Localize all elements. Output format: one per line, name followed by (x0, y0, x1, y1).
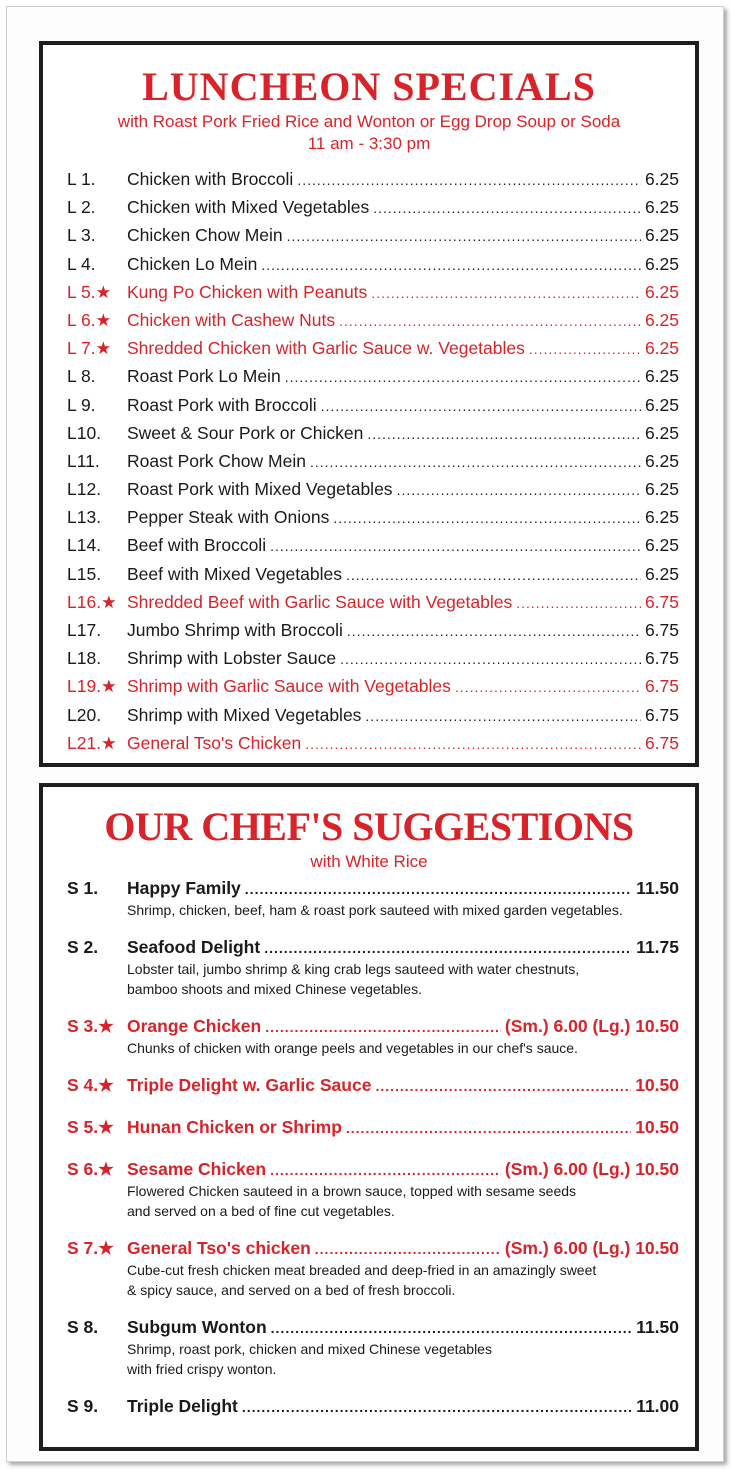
dot-leader (271, 1317, 633, 1339)
item-code: S 5.★ (67, 1117, 114, 1137)
menu-item-row (67, 193, 679, 221)
menu-item-row (67, 334, 679, 362)
item-name: Subgum Wonton (127, 1317, 267, 1337)
item-price: 6.25 (644, 225, 679, 246)
item-code: L 7.★ (67, 338, 112, 359)
item-price: 11.50 (636, 1317, 679, 1337)
menu-item-row (67, 250, 679, 278)
dot-leader (270, 532, 641, 560)
menu-item-row (67, 306, 679, 334)
menu-item-row (67, 165, 679, 193)
item-price: 6.25 (644, 535, 679, 556)
item-description: Cube-cut fresh chicken meat breaded and deep-fried in an amazingly sweet (127, 1262, 597, 1278)
item-name: Chicken with Cashew Nuts (127, 309, 336, 330)
dot-leader (340, 645, 641, 673)
item-code: L16.★ (67, 591, 117, 612)
dot-leader (310, 448, 641, 476)
dot-leader (270, 1159, 501, 1181)
item-price: (Sm.) 6.00 (Lg.) 10.50 (504, 1016, 679, 1036)
dot-leader (529, 335, 641, 363)
item-price: (Sm.) 6.00 (Lg.) 10.50 (504, 1159, 679, 1179)
suggestion-header (67, 1074, 679, 1097)
dot-leader (347, 617, 641, 645)
item-code: S 3.★ (67, 1016, 114, 1036)
item-code: S 4.★ (67, 1075, 114, 1095)
item-code: L 3. (67, 225, 96, 246)
item-name: Shrimp with Lobster Sauce (127, 648, 337, 669)
item-name: Chicken with Broccoli (127, 169, 294, 189)
menu-item-row (67, 531, 679, 559)
menu-item-row (67, 588, 679, 616)
item-name: Roast Pork Lo Mein (127, 366, 281, 387)
luncheon-title: LUNCHEON SPECIALS (142, 64, 596, 109)
item-price: 6.25 (644, 479, 679, 500)
menu-item-row (67, 644, 679, 672)
item-code: L18. (67, 648, 102, 669)
item-price: 6.25 (644, 197, 679, 218)
item-price: 6.25 (644, 366, 679, 387)
item-price: 6.25 (644, 422, 679, 443)
item-code: L 1. (67, 169, 96, 189)
dot-leader (315, 1238, 501, 1260)
menu-item-row (67, 221, 679, 249)
suggestion-item (67, 936, 679, 999)
item-name: Chicken Chow Mein (127, 225, 283, 246)
item-name: Sesame Chicken (127, 1159, 267, 1179)
chef-suggestions-panel (39, 783, 699, 1451)
item-code: L14. (67, 535, 102, 556)
chef-subtitle: with White Rice (310, 852, 428, 871)
suggestion-item (67, 1116, 679, 1142)
item-code: S 8. (67, 1317, 99, 1337)
dot-leader (455, 673, 641, 701)
item-price: 6.25 (644, 338, 679, 359)
item-code: L 8. (67, 366, 96, 387)
item-price: 6.75 (644, 704, 679, 725)
item-code: S 2. (67, 937, 99, 957)
menu-item-row (67, 729, 679, 757)
dot-leader (261, 251, 641, 279)
item-description: Shrimp, roast pork, chicken and mixed Chinese vegetables (127, 1341, 492, 1357)
dot-leader (264, 937, 632, 959)
item-price: 6.25 (644, 507, 679, 528)
menu-item-row (67, 447, 679, 475)
menu-item-row (67, 560, 679, 588)
dot-leader (333, 504, 641, 532)
dot-leader (365, 702, 641, 730)
chef-list (67, 877, 679, 1421)
item-price: 6.25 (644, 309, 679, 330)
item-price: 6.25 (644, 253, 679, 274)
suggestion-item (67, 1015, 679, 1058)
item-description: Shrimp, chicken, beef, ham & roast pork sauteed with mixed garden vegetables. (127, 902, 623, 918)
suggestion-item (67, 1237, 679, 1300)
item-code: S 9. (67, 1396, 99, 1416)
item-name: Sweet & Sour Pork or Chicken (127, 422, 364, 443)
suggestion-item (67, 1316, 679, 1379)
item-code: L13. (67, 507, 102, 528)
item-code: L 2. (67, 197, 96, 218)
item-name: Orange Chicken (127, 1016, 262, 1036)
item-name: General Tso's chicken (127, 1238, 311, 1258)
suggestion-header (67, 1395, 679, 1418)
item-price: 10.50 (635, 1117, 679, 1137)
dot-leader (287, 222, 641, 250)
item-name: Shredded Chicken with Garlic Sauce w. Vegetables (127, 338, 525, 359)
item-code: S 6.★ (67, 1159, 114, 1179)
item-price: 6.75 (644, 620, 679, 640)
item-price: 10.50 (635, 1075, 679, 1095)
item-price: 6.25 (644, 169, 679, 189)
suggestion-header (67, 1015, 679, 1038)
item-name: Chicken Lo Mein (127, 253, 258, 274)
suggestion-header (67, 1158, 679, 1181)
dot-leader (245, 878, 632, 900)
menu-item-row (67, 503, 679, 531)
dot-leader (346, 1117, 631, 1139)
item-name: Kung Po Chicken with Peanuts (127, 281, 368, 302)
item-description: Lobster tail, jumbo shrimp & king crab legs sauteed with water chestnuts, (127, 961, 580, 977)
menu-item-row (67, 278, 679, 306)
item-code: S 1. (67, 878, 99, 898)
item-code: L20. (67, 704, 102, 725)
suggestion-item (67, 877, 679, 920)
item-code: L 5.★ (67, 281, 112, 302)
item-name: Shrimp with Garlic Sauce with Vegetables (127, 676, 451, 697)
dot-leader (297, 166, 641, 194)
item-name: Shrimp with Mixed Vegetables (127, 704, 362, 725)
item-description: with fried crispy wonton. (127, 1361, 277, 1377)
item-code: L17. (67, 620, 102, 640)
suggestion-item (67, 1074, 679, 1100)
menu-item-row (67, 419, 679, 447)
dot-leader (371, 279, 641, 307)
item-price: (Sm.) 6.00 (Lg.) 10.50 (504, 1238, 679, 1258)
item-name: Roast Pork with Broccoli (127, 394, 317, 415)
item-price: 11.00 (636, 1396, 679, 1416)
menu-item-row (67, 672, 679, 700)
item-name: Triple Delight w. Garlic Sauce (127, 1075, 372, 1095)
menu-item-row (67, 701, 679, 729)
item-description: and served on a bed of fine cut vegetables. (127, 1203, 395, 1219)
item-name: Pepper Steak with Onions (127, 507, 330, 528)
item-description: bamboo shoots and mixed Chinese vegetables. (127, 981, 422, 997)
dot-leader (242, 1396, 632, 1418)
suggestion-header (67, 877, 679, 900)
suggestion-item (67, 1395, 679, 1421)
luncheon-subtitle: with Roast Pork Fried Rice and Wonton or Egg Drop Soup or Soda (117, 112, 621, 131)
item-price: 11.75 (636, 937, 679, 957)
item-name: Chicken with Mixed Vegetables (127, 197, 370, 218)
item-code: L11. (67, 450, 100, 471)
item-code: L19.★ (67, 676, 117, 697)
suggestion-item (67, 1158, 679, 1221)
item-name: Hunan Chicken or Shrimp (127, 1117, 342, 1137)
item-name: Jumbo Shrimp with Broccoli (127, 620, 343, 640)
dot-leader (375, 1075, 631, 1097)
item-description: Flowered Chicken sauteed in a brown sauce, topped with sesame seeds (127, 1183, 577, 1199)
item-name: Seafood Delight (127, 937, 261, 957)
menu-item-row (67, 616, 679, 644)
item-price: 6.75 (644, 648, 679, 669)
dot-leader (373, 194, 641, 222)
item-name: Beef with Broccoli (127, 535, 267, 556)
menu-item-row (67, 391, 679, 419)
item-price: 6.25 (644, 450, 679, 471)
item-name: General Tso's Chicken (127, 732, 302, 753)
suggestion-header (67, 936, 679, 959)
item-name: Happy Family (127, 878, 241, 898)
luncheon-hours: 11 am - 3:30 pm (307, 134, 431, 153)
suggestion-header (67, 1316, 679, 1339)
menu-item-row (67, 362, 679, 390)
menu-page (6, 6, 724, 1462)
dot-leader (265, 1016, 501, 1038)
chef-title: OUR CHEF'S SUGGESTIONS (104, 804, 634, 849)
item-code: L 4. (67, 253, 96, 274)
dot-leader (321, 392, 641, 420)
item-price: 11.50 (636, 878, 679, 898)
item-price: 6.25 (644, 394, 679, 415)
dot-leader (339, 307, 641, 335)
item-code: L12. (67, 479, 102, 500)
item-name: Triple Delight (127, 1396, 238, 1416)
dot-leader (397, 476, 641, 504)
item-name: Roast Pork Chow Mein (127, 450, 306, 471)
suggestion-header (67, 1237, 679, 1260)
item-code: L10. (67, 422, 102, 443)
item-code: L21.★ (67, 732, 117, 753)
dot-leader (285, 363, 641, 391)
item-name: Shredded Beef with Garlic Sauce with Vegetables (127, 591, 513, 612)
item-name: Roast Pork with Mixed Vegetables (127, 479, 393, 500)
item-price: 6.75 (644, 591, 679, 612)
item-description: Chunks of chicken with orange peels and vegetables in our chef's sauce. (127, 1040, 578, 1056)
suggestion-header (67, 1116, 679, 1139)
dot-leader (516, 589, 641, 617)
item-price: 6.25 (644, 563, 679, 584)
item-name: Beef with Mixed Vegetables (127, 563, 342, 584)
item-description: & spicy sauce, and served on a bed of fresh broccoli. (127, 1282, 456, 1298)
menu-item-row (67, 475, 679, 503)
item-price: 6.75 (644, 676, 679, 697)
item-code: S 7.★ (67, 1238, 114, 1258)
item-price: 6.25 (644, 281, 679, 302)
item-price: 6.75 (644, 732, 679, 753)
item-code: L 6.★ (67, 309, 112, 330)
item-code: L 9. (67, 394, 96, 415)
item-code: L15. (67, 563, 102, 584)
dot-leader (367, 420, 641, 448)
luncheon-specials-panel (39, 41, 699, 767)
dot-leader (305, 730, 641, 758)
dot-leader (346, 561, 641, 589)
luncheon-list (67, 165, 679, 757)
